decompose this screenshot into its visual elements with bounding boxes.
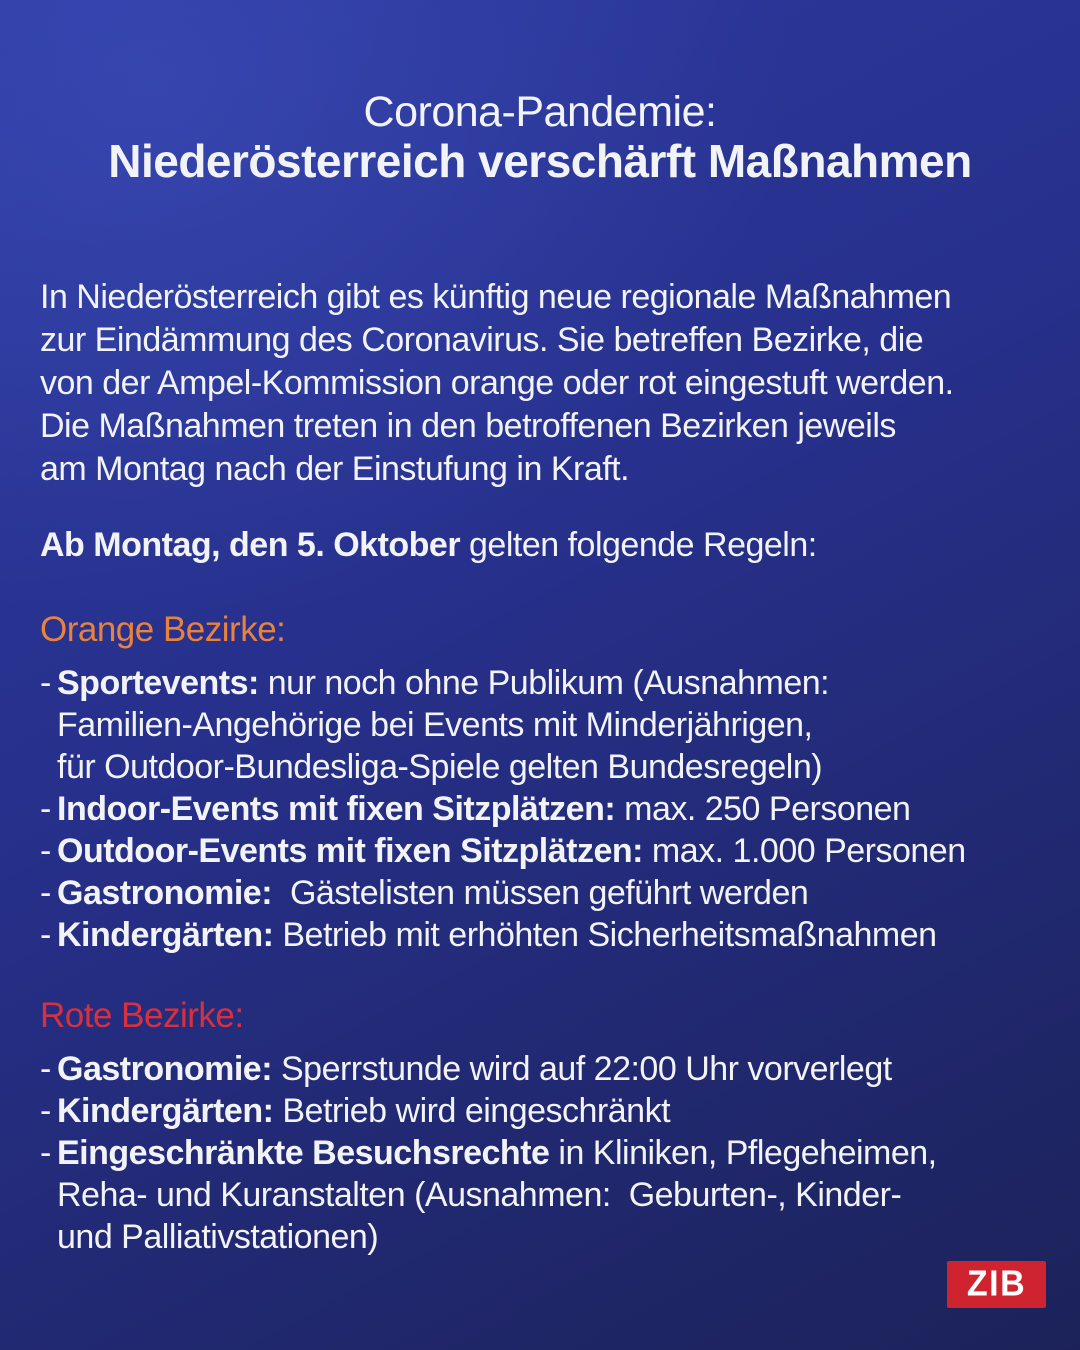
bullet-dash: - — [40, 1134, 51, 1172]
rule-continuation: für Outdoor-Bundesliga-Spiele gelten Bundesregeln) — [57, 748, 823, 786]
rule-term: Kindergärten: — [57, 1092, 274, 1130]
bullet-dash: - — [40, 790, 51, 828]
bullet-dash: - — [40, 916, 51, 954]
intro-line: Die Maßnahmen treten in den betroffenen Bezirken jeweils — [40, 407, 896, 445]
red-districts-section — [40, 996, 1040, 1258]
intro-paragraph — [40, 276, 1040, 491]
orange-section-heading: Orange Bezirke: — [40, 610, 286, 649]
rule-term: Eingeschränkte Besuchsrechte — [57, 1134, 550, 1172]
list-item — [40, 1090, 1040, 1132]
rule-term: Indoor-Events mit fixen Sitzplätzen: — [57, 790, 616, 828]
zib-logo — [947, 1261, 1046, 1308]
rule-continuation: Reha- und Kuranstalten (Ausnahmen: Geburten-, Kinder- — [57, 1176, 902, 1214]
intro-line: am Montag nach der Einstufung in Kraft. — [40, 450, 630, 488]
list-item — [40, 788, 1040, 830]
content-area — [0, 276, 1080, 1258]
intro-line: In Niederösterreich gibt es künftig neue regionale Maßnahmen — [40, 278, 952, 316]
page-title: Niederösterreich verschärft Maßnahmen — [108, 135, 972, 187]
bullet-dash: - — [40, 664, 51, 702]
rule-text: in Kliniken, Pflegeheimen, — [549, 1134, 937, 1172]
rule-term: Gastronomie: — [57, 874, 273, 912]
title-kicker: Corona-Pandemie: — [363, 88, 717, 136]
list-item — [40, 914, 1040, 956]
bullet-dash: - — [40, 1050, 51, 1088]
rule-text: max. 1.000 Personen — [642, 832, 966, 870]
rule-text: Gästelisten müssen geführt werden — [272, 874, 809, 912]
effective-date-line — [40, 524, 1040, 567]
list-item — [40, 872, 1040, 914]
intro-line: von der Ampel-Kommission orange oder rot eingestuft werden. — [40, 364, 954, 402]
list-item — [40, 1048, 1040, 1090]
rule-text: Betrieb mit erhöhten Sicherheitsmaßnahmen — [273, 916, 937, 954]
rule-text: max. 250 Personen — [615, 790, 911, 828]
red-rule-list — [40, 1048, 1040, 1258]
rule-term: Gastronomie: — [57, 1050, 273, 1088]
bullet-dash: - — [40, 874, 51, 912]
rule-text: nur noch ohne Publikum (Ausnahmen: — [258, 664, 830, 702]
title-block — [0, 0, 1080, 186]
zib-logo-text: ZIB — [966, 1264, 1027, 1304]
bullet-dash: - — [40, 832, 51, 870]
intro-line: zur Eindämmung des Coronavirus. Sie betreffen Bezirke, die — [40, 321, 924, 359]
rule-continuation: Familien-Angehörige bei Events mit Minderjährigen, — [57, 706, 813, 744]
list-item — [40, 662, 1040, 788]
effective-date-bold: Ab Montag, den 5. Oktober — [40, 526, 461, 564]
rule-term: Sportevents: — [57, 664, 259, 702]
rule-continuation: und Palliativstationen) — [57, 1218, 379, 1256]
rule-text: Betrieb wird eingeschränkt — [273, 1092, 671, 1130]
list-item — [40, 1132, 1040, 1258]
orange-rule-list — [40, 662, 1040, 956]
list-item — [40, 830, 1040, 872]
rule-text: Sperrstunde wird auf 22:00 Uhr vorverlegt — [272, 1050, 892, 1088]
orange-districts-section — [40, 610, 1040, 956]
rule-term: Outdoor-Events mit fixen Sitzplätzen: — [57, 832, 643, 870]
effective-date-rest: gelten folgende Regeln: — [460, 526, 817, 564]
rule-term: Kindergärten: — [57, 916, 274, 954]
red-section-heading: Rote Bezirke: — [40, 996, 244, 1035]
bullet-dash: - — [40, 1092, 51, 1130]
